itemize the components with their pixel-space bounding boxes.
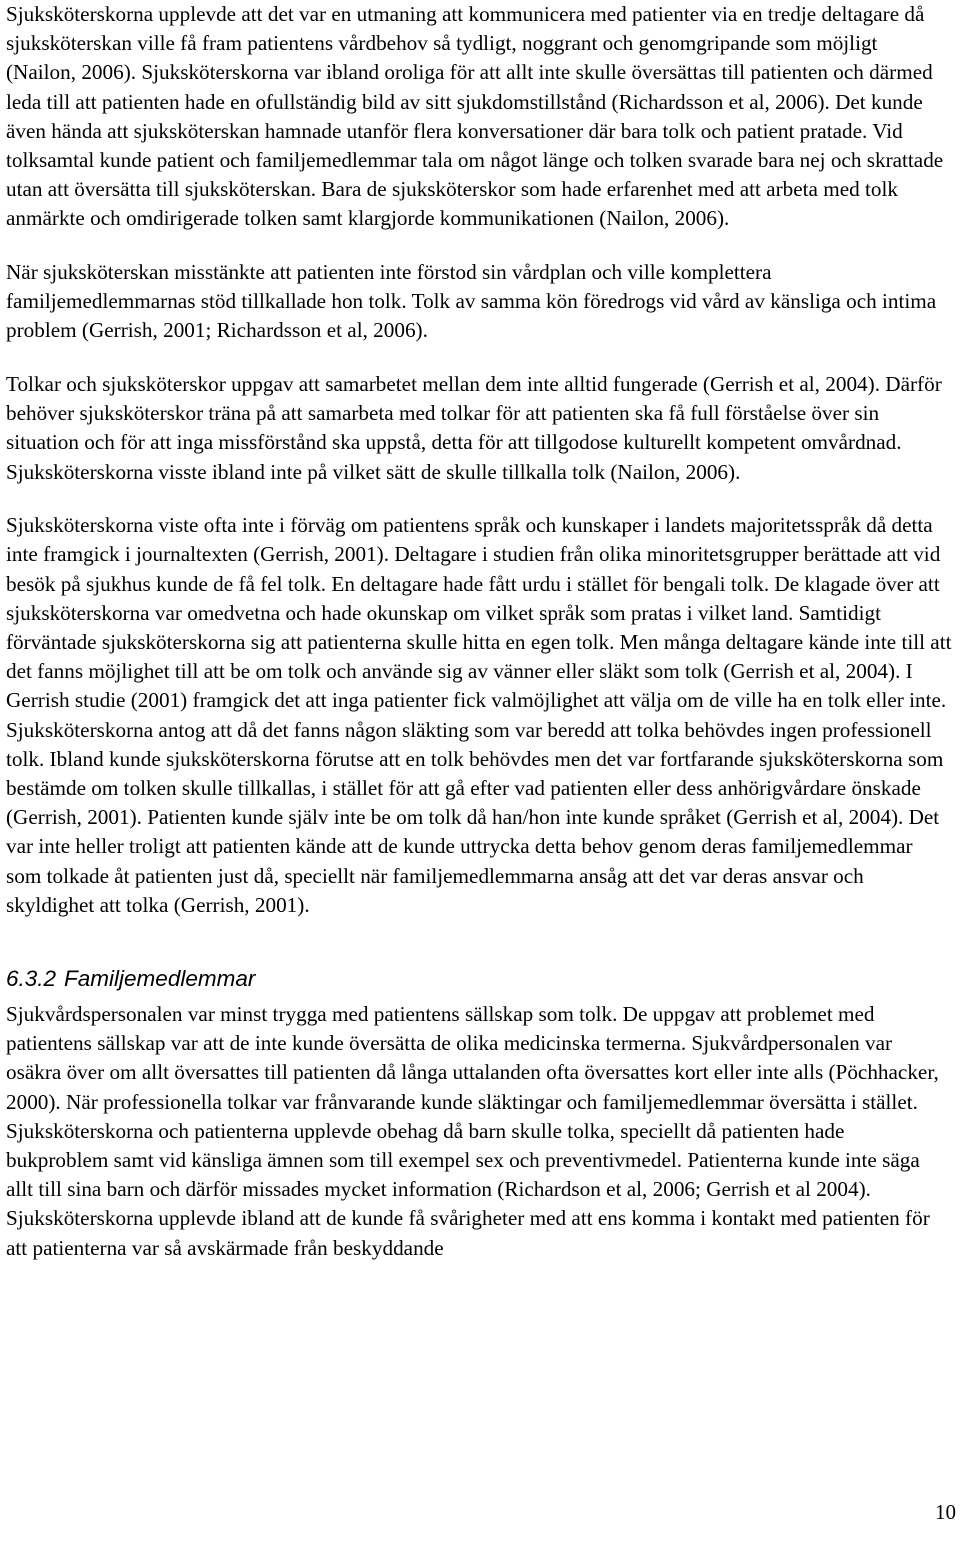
section-title: Familjemedlemmar <box>64 966 256 992</box>
section-heading <box>6 964 952 994</box>
page-number: 10 <box>935 1500 956 1524</box>
document-page <box>6 0 952 1263</box>
section-paragraph: Sjukvårdspersonalen var minst trygga med patientens sällskap som tolk. De uppgav att problemet med patientens sällskap var att de inte kunde översätta de olika medicinska termerna. Sjukvårdpersonalen var osäkra över om allt översattes till patienten då långa uttalanden ofta översattes kort eller inte alls (Pöchhacker, 2000). När professionella tolkar var frånvarande kunde släktingar och familjemedlemmar översätta i stället. Sjuksköterskorna och patienterna upplevde obehag då barn skulle tolka, speciellt då patienten hade bukproblem samt vid känsliga ämnen som till exempel sex och preventivmedel. Patienterna kunde inte säga allt till sina barn och därför missades mycket information (Richardson et al, 2006; Gerrish et al 2004). Sjuksköterskorna upplevde ibland att de kunde få svårigheter med att ens komma i kontakt med patienten för att patienterna var så avskärmade från beskyddande <box>6 1002 939 1260</box>
paragraph-2: När sjuksköterskan misstänkte att patienten inte förstod sin vårdplan och ville komplettera familjemedlemmarnas stöd tillkallade hon tolk. Tolk av samma kön föredrogs vid vård av känsliga och intima problem (Gerrish, 2001; Richardsson et al, 2006). <box>6 260 937 343</box>
paragraph-3: Tolkar och sjuksköterskor uppgav att samarbetet mellan dem inte alltid fungerade (Gerrish et al, 2004). Därför behöver sjuksköterskor träna på att samarbeta med tolkar för att patienten ska få full förståelse över sin situation och för att inga missförstånd ska uppstå, detta för att tillgodose kulturellt kompetent omvårdnad. Sjuksköterskorna visste ibland inte på vilket sätt de skulle tillkalla tolk (Nailon, 2006). <box>6 372 942 484</box>
paragraph-4: Sjuksköterskorna viste ofta inte i förväg om patientens språk och kunskaper i landets majoritetsspråk då detta inte framgick i journaltexten (Gerrish, 2001). Deltagare i studien från olika minoritetsgrupper berättade att vid besök på sjukhus kunde de få fel tolk. En deltagare hade fått urdu i stället för bengali tolk. De klagade över att sjuksköterskorna var omedvetna och hade okunskap om vilket språk som pratas i vilket land. Samtidigt förväntade sjuksköterskorna sig att patienterna skulle hitta en egen tolk. Men många deltagare kände inte till att det fanns möjlighet till att be om tolk och använde sig av vänner eller släkt som tolk (Gerrish et al, 2004). I Gerrish studie (2001) framgick det att inga patienter fick valmöjlighet att välja om de ville ha en tolk eller inte. Sjuksköterskorna antog att då det fanns någon släkting som var beredd att tolka behövdes ingen professionell tolk. Ibland kunde sjuksköterskorna förutse att en tolk behövdes men det var fortfarande sjuksköterskorna som bestämde om tolken skulle tillkallas, i stället för att gå efter vad patienten eller dess anhörigvårdare önskade (Gerrish, 2001). Patienten kunde själv inte be om tolk då han/hon inte kunde språket (Gerrish et al, 2004). Det var inte heller troligt att patienten kände att de kunde uttrycka detta behov genom deras familjemedlemmar som tolkade åt patienten just då, speciellt när familjemedlemmarna ansåg att det var deras ansvar och skyldighet att tolka (Gerrish, 2001). <box>6 513 952 917</box>
paragraph-1: Sjuksköterskorna upplevde att det var en utmaning att kommunicera med patienter via en tredje deltagare då sjuksköterskan ville få fram patientens vårdbehov så tydligt, noggrant och genomgripande som möjligt (Nailon, 2006). Sjuksköterskorna var ibland oroliga för att allt inte skulle översättas till patienten och därmed leda till att patienten hade en ofullständig bild av sitt sjukdomstillstånd (Richardsson et al, 2006). Det kunde även hända att sjuksköterskan hamnade utanför flera konversationer där bara tolk och patient pratade. Vid tolksamtal kunde patient och familjemedlemmar tala om något länge och tolken svarade bara nej och skrattade utan att översätta till sjuksköterskan. Bara de sjuksköterskor som hade erfarenhet med att arbeta med tolk anmärkte och omdirigerade tolken samt klargjorde kommunikationen (Nailon, 2006). <box>6 2 944 231</box>
section-number: 6.3.2 <box>6 966 57 992</box>
